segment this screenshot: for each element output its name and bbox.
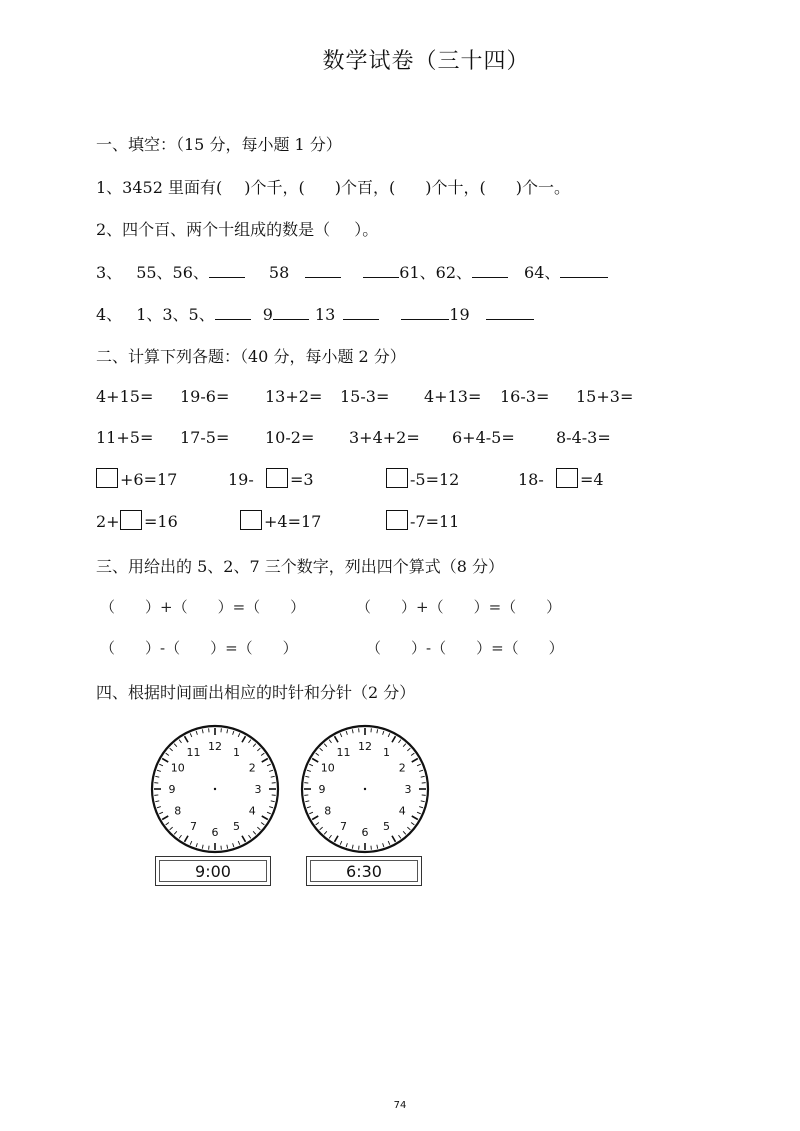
clock-number-6: 6 (211, 826, 219, 839)
clock-number-2: 2 (398, 761, 406, 775)
clock-number-8: 8 (324, 804, 332, 818)
q3-value-61-62: 61、62、 (399, 263, 473, 282)
q1-text-b: )个千，( (244, 178, 305, 197)
clock-number-5: 5 (383, 820, 390, 834)
q1-text-e: )个一。 (515, 178, 570, 197)
calc-row-2-item-5: 6+4-5= (452, 428, 515, 447)
clock-number-2: 2 (248, 761, 256, 775)
q3-value-56: 、56、 (156, 263, 209, 282)
clock-number-11: 11 (186, 745, 201, 759)
clock-number-8: 8 (174, 804, 182, 818)
q4-blank-4[interactable] (401, 305, 449, 320)
addition-equation-2: （ ）+（ ）=（ ） (356, 598, 562, 616)
clock-number-9: 9 (318, 783, 326, 796)
section1-heading: 一、填空：（15 分，每小题 1 分） (96, 135, 342, 154)
calc-row-2-item-6: 8-4-3= (556, 428, 611, 447)
calc-row-2-item-4: 3+4+2= (349, 428, 420, 447)
q2-text-a: 2、四个百、两个十组成的数是（ (96, 220, 331, 239)
q4-number: 4、 (96, 305, 123, 324)
calc-row-1-item-3: 13+2= (265, 387, 323, 406)
answer-box[interactable] (266, 468, 288, 488)
calc-row-1-item-4: 15-3= (340, 387, 390, 406)
calc-row-3-text-c: =3 (290, 470, 314, 489)
section2-heading: 二、计算下列各题：（40 分，每小题 2 分） (96, 347, 406, 366)
clock-number-10: 10 (320, 761, 335, 775)
q1-text-a: 1、3452 里面有( (96, 178, 223, 197)
calc-row-2-item-1: 11+5= (96, 428, 154, 447)
clock-center-dot (214, 788, 216, 790)
q3-value-58: 58 (268, 263, 290, 282)
time-label-2: 6:30 (306, 856, 422, 886)
calc-row-4-text-c: +4=17 (264, 512, 322, 531)
answer-box[interactable] (386, 510, 408, 530)
answer-box[interactable] (386, 468, 408, 488)
q4-blank-3[interactable] (343, 305, 379, 320)
q4-value-13: 13 (314, 305, 336, 324)
calc-row-3-text-b: 19- (228, 470, 254, 489)
section3-heading: 三、用给出的 5、2、7 三个数字，列出四个算式（8 分） (96, 557, 504, 576)
calc-row-1-item-5: 4+13= (424, 387, 482, 406)
calc-row-3-text-a: +6=17 (120, 470, 178, 489)
q3-blank-2[interactable] (305, 263, 341, 278)
q3-blank-4[interactable] (472, 263, 508, 278)
section4-heading: 四、根据时间画出相应的时针和分针（2 分） (96, 683, 416, 702)
calc-row-3-text-f: =4 (580, 470, 604, 489)
q3-blank-1[interactable] (209, 263, 245, 278)
clock-number-5: 5 (233, 820, 240, 834)
question-1 (96, 175, 570, 198)
page-number: 74 (393, 1100, 407, 1111)
clock-center-dot (364, 788, 366, 790)
calc-row-4-text-a: 2+ (96, 512, 120, 531)
calc-row-1-item-7: 15+3= (576, 387, 634, 406)
clock-face-1 (148, 722, 282, 856)
calc-row-1-item-1: 4+15= (96, 387, 154, 406)
calc-row-2-item-3: 10-2= (265, 428, 315, 447)
clock-number-6: 6 (361, 826, 369, 839)
clock-number-7: 7 (190, 820, 197, 834)
clock-number-12: 12 (358, 740, 372, 753)
q4-value-1-3-5: 1、3、5、 (136, 305, 215, 324)
clock-number-9: 9 (168, 783, 176, 796)
clock-number-7: 7 (340, 820, 347, 834)
q4-blank-2[interactable] (273, 305, 309, 320)
question-2 (96, 217, 378, 240)
calc-row-2-item-2: 17-5= (180, 428, 230, 447)
q4-blank-5[interactable] (486, 305, 534, 320)
answer-box[interactable] (120, 510, 142, 530)
subtraction-equation-1: （ ）-（ ）=（ ） (100, 639, 298, 657)
q4-blank-1[interactable] (215, 305, 251, 320)
clock-number-1: 1 (233, 745, 240, 759)
clock-number-10: 10 (170, 761, 185, 775)
calc-row-4-text-b: =16 (144, 512, 178, 531)
q3-value-64: 64、 (524, 263, 561, 282)
answer-box[interactable] (240, 510, 262, 530)
q2-text-b: ）。 (354, 220, 379, 239)
calc-row-3-text-d: -5=12 (410, 470, 460, 489)
q1-text-c: )个百，( (334, 178, 396, 197)
q1-text-d: )个十，( (425, 178, 486, 197)
answer-box[interactable] (556, 468, 578, 488)
q3-blank-5[interactable] (560, 263, 608, 278)
time-label-1: 9:00 (155, 856, 271, 886)
q4-value-19: 19 (449, 305, 470, 324)
clock-number-3: 3 (404, 783, 412, 796)
clock-face-2 (298, 722, 432, 856)
clock-number-12: 12 (208, 740, 222, 753)
clock-number-4: 4 (248, 804, 256, 818)
q4-value-9: 9 (262, 305, 273, 324)
clock-number-11: 11 (336, 745, 351, 759)
addition-equation-1: （ ）+（ ）=（ ） (100, 598, 306, 616)
calc-row-3-text-e: 18- (518, 470, 544, 489)
clock-number-4: 4 (398, 804, 406, 818)
calc-row-1-item-6: 16-3= (500, 387, 550, 406)
q3-value-55: 55 (136, 263, 157, 282)
calc-row-4-text-d: -7=11 (410, 512, 460, 531)
question-4 (96, 302, 534, 325)
subtraction-equation-2: （ ）-（ ）=（ ） (366, 639, 564, 657)
q3-blank-3[interactable] (363, 263, 399, 278)
q3-number: 3、 (96, 263, 123, 282)
answer-box[interactable] (96, 468, 118, 488)
calc-row-1-item-2: 19-6= (180, 387, 230, 406)
clock-number-1: 1 (383, 745, 390, 759)
clock-number-3: 3 (254, 783, 262, 796)
page-title: 数学试卷（三十四） (322, 49, 530, 74)
question-3 (96, 260, 608, 283)
